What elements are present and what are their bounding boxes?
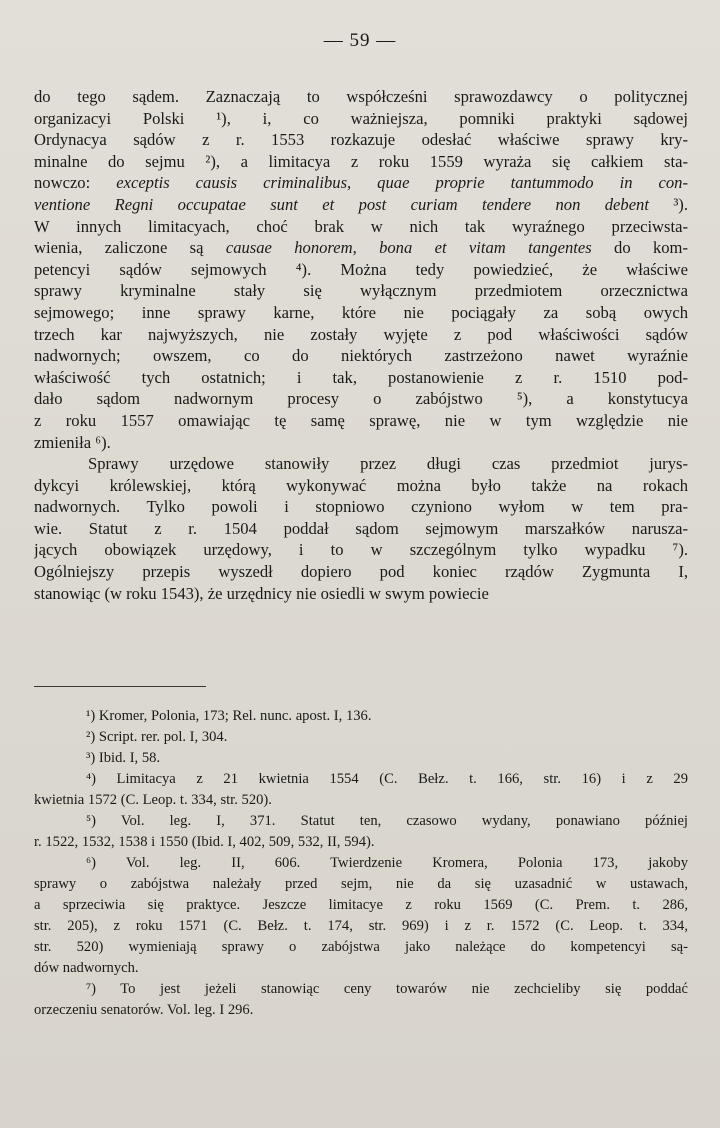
footnote-line: ⁵) Vol. leg. I, 371. Statut ten, czasowo wydany, ponawiano później xyxy=(86,813,688,829)
footnote-line: r. 1522, 1532, 1538 i 1550 (Ibid. I, 402, 509, 532, II, 594). xyxy=(34,834,375,850)
footnotes xyxy=(34,706,688,1021)
text-line: wienia, zaliczone są causae honorem, bona et vitam tangentes do kom- xyxy=(34,238,688,258)
text-line: ventione Regni occupatae sunt et post curiam tendere non debent ³). xyxy=(34,194,688,214)
footnote-line: kwietnia 1572 (C. Leop. t. 334, str. 520). xyxy=(34,792,272,808)
text-line: trzech kar najwyższych, nie zostały wyjęte z pod właściwości sądów xyxy=(34,324,688,344)
latin-phrase: causae honorem, bona et vitam tangentes xyxy=(225,238,592,258)
text-line: z roku 1557 omawiając tę samę sprawę, nie w tym względzie nie xyxy=(34,410,688,430)
footnote-line: str. 520) wymieniają sprawy o zabójstwa jako należące do kompetencyi są- xyxy=(34,939,688,955)
text-line: do tego sądem. Zaznaczają to współcześni sprawozdawcy o politycznej xyxy=(34,87,688,106)
footnote xyxy=(34,748,688,769)
text-line: minalne do sejmu ²), a limitacya z roku 1559 wyraża się całkiem sta- xyxy=(34,151,688,171)
page-number: — 59 — xyxy=(323,30,397,51)
text-line: stanowiąc (w roku 1543), że urzędnicy nie osiedli w swym powiecie xyxy=(34,583,489,603)
latin-phrase: exceptis causis criminalibus, quae proprie tantummodo in con- xyxy=(116,173,688,193)
text-line: Sprawy urzędowe stanowiły przez długi czas przedmiot jurys- xyxy=(88,454,688,474)
text-line: sejmowego; inne sprawy karne, które nie pociągały za sobą owych xyxy=(34,302,688,322)
footnote xyxy=(34,811,688,853)
text-line: zmieniła ⁶). xyxy=(34,432,111,452)
text-line: Ordynacya sądów z r. 1553 rozkazuje odesłać właściwe sprawy kry- xyxy=(34,130,688,150)
text-line: nadwornych. Tylko powoli i stopniowo czyniono wyłom w tem pra- xyxy=(34,497,688,517)
text-line: właściwość tych ostatnich; i tak, postanowienie z r. 1510 pod- xyxy=(34,367,688,387)
footnote-line: a sprzeciwia się praktyce. Jeszcze limitacye z roku 1569 (C. Prem. t. 286, xyxy=(34,897,688,913)
footnote xyxy=(34,979,688,1021)
footnote-line: ⁶) Vol. leg. II, 606. Twierdzenie Kromera, Polonia 173, jakoby xyxy=(86,855,688,871)
text-line: dykcyi królewskiej, którą wykonywać można było także na rokach xyxy=(34,475,688,495)
footnote xyxy=(34,769,688,811)
footnote xyxy=(34,706,688,727)
text-line: petencyi sądów sejmowych ⁴). Można tedy powiedzieć, że właściwe xyxy=(34,259,688,279)
latin-phrase: ventione Regni occupatae sunt et post curiam tendere non debent xyxy=(34,194,649,214)
text-line: dało sądom nadwornym procesy o zabójstwo ⁵), a konstytucya xyxy=(34,389,688,409)
footnote-line: ⁴) Limitacya z 21 kwietnia 1554 (C. Bełz. t. 166, str. 16) i z 29 xyxy=(86,771,688,787)
footnote xyxy=(34,727,688,748)
footnote-line: ⁷) To jest jeżeli stanowiąc ceny towarów nie zechcieliby się poddać xyxy=(86,981,688,997)
text-line: organizacyi Polski ¹), i, co ważniejsza, pomniki praktyki sądowej xyxy=(34,108,688,128)
footnote-line: ²) Script. rer. pol. I, 304. xyxy=(86,729,228,745)
text-line: Ogólniejszy przepis wyszedł dopiero pod koniec rządów Zygmunta I, xyxy=(34,562,688,582)
footnote-line: str. 205), z roku 1571 (C. Bełz. t. 174, str. 969) i z r. 1572 (C. Leop. t. 334, xyxy=(34,918,688,934)
text-line: nowczo: exceptis causis criminalibus, quae proprie tantummodo in con- xyxy=(34,173,688,193)
footnote-line: sprawy o zabójstwa należały przed sejm, nie da się uzasadnić w ustawach, xyxy=(34,876,688,892)
text-line: sprawy kryminalne stały się wyłącznym przedmiotem orzecznictwa xyxy=(34,281,688,301)
footnote-line: orzeczeniu senatorów. Vol. leg. I 296. xyxy=(34,1002,254,1018)
text-line: W innych limitacyach, choć brak w nich tak wyraźnego przeciwsta- xyxy=(34,216,688,236)
text-line: nadwornych; owszem, co do niektórych zastrzeżono nawet wyraźnie xyxy=(34,346,688,366)
footnote-line: dów nadwornych. xyxy=(34,960,139,976)
main-text xyxy=(34,86,688,604)
text-line: wie. Statut z r. 1504 poddał sądom sejmowym marszałków narusza- xyxy=(34,518,688,538)
footnote-line: ³) Ibid. I, 58. xyxy=(86,750,161,766)
footnote-line: ¹) Kromer, Polonia, 173; Rel. nunc. apost. I, 136. xyxy=(86,708,372,724)
text-line: jących obowiązek urzędowy, i to w szczególnym tylko wypadku ⁷). xyxy=(34,540,688,560)
footnote xyxy=(34,853,688,979)
footnote-separator xyxy=(34,686,206,687)
